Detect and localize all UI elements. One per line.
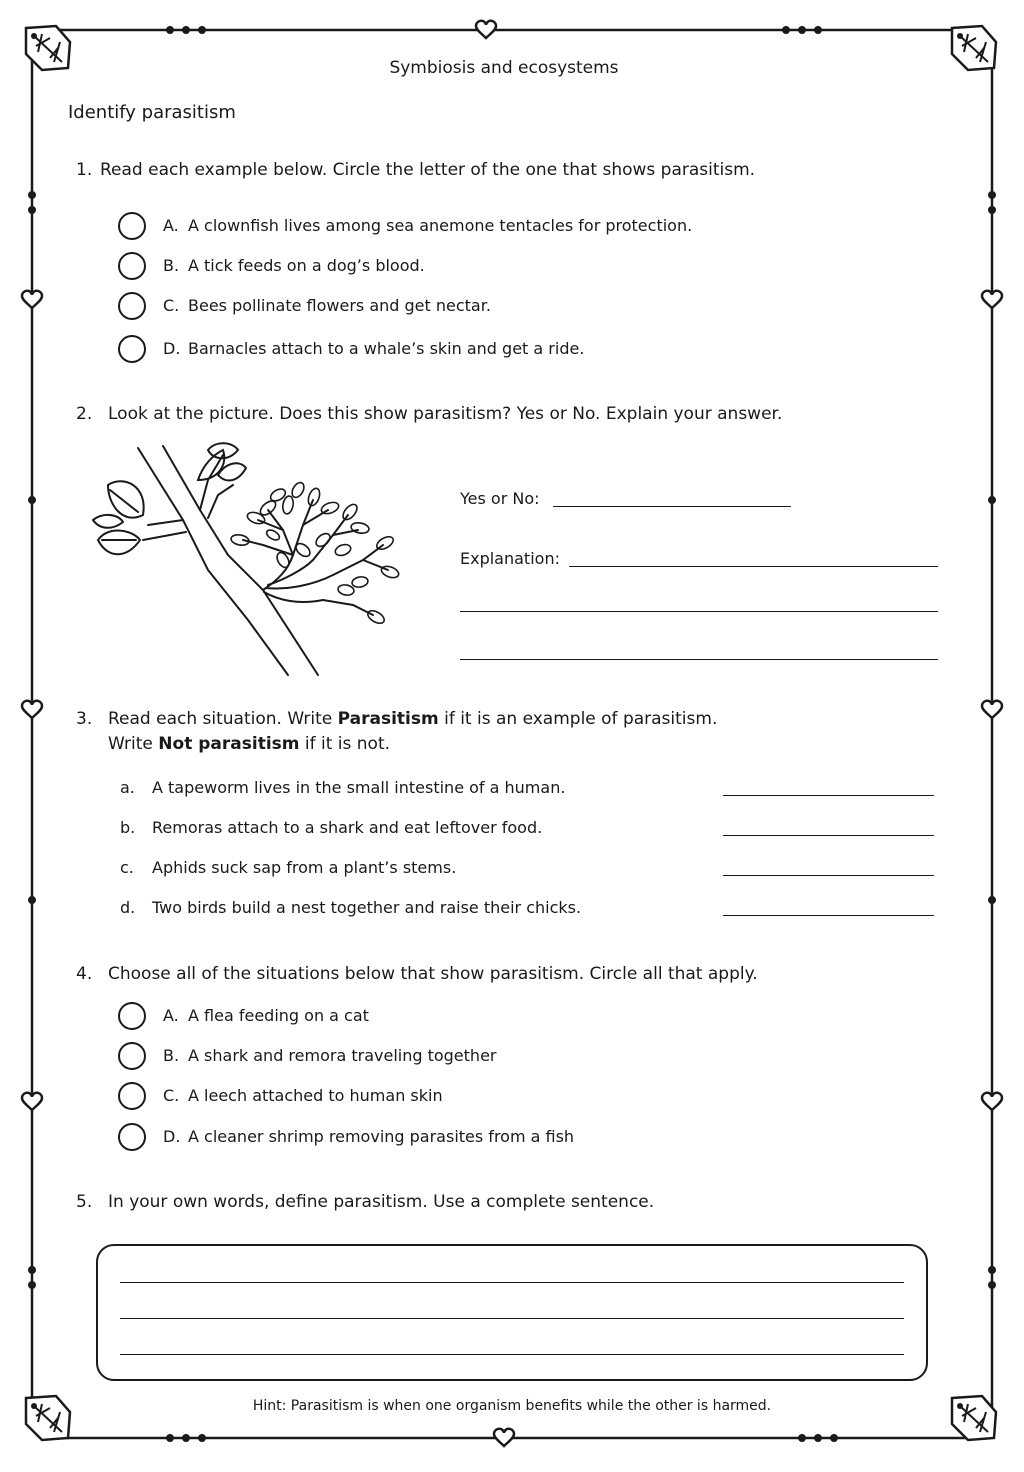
option-text: Bees pollinate flowers and get nectar. xyxy=(188,296,491,315)
question-2 xyxy=(76,404,976,428)
option-letter: A. xyxy=(163,1006,179,1025)
question-number: 5. xyxy=(76,1192,93,1212)
option-letter: C. xyxy=(163,1086,180,1105)
answer-line[interactable] xyxy=(723,875,934,876)
answer-circle-a[interactable] xyxy=(118,1002,146,1030)
question-number: 4. xyxy=(76,964,93,984)
option-text: A cleaner shrimp removing parasites from a fish xyxy=(188,1127,575,1146)
option-letter: B. xyxy=(163,256,180,275)
answer-circle-d[interactable] xyxy=(118,335,146,363)
item-letter: b. xyxy=(120,818,136,837)
answer-circle-b[interactable] xyxy=(118,1042,146,1070)
yes-no-label: Yes or No: xyxy=(460,489,540,508)
answer-circle-c[interactable] xyxy=(118,292,146,320)
answer-line[interactable] xyxy=(723,835,934,836)
question-prompt: Look at the picture. Does this show parasitism? Yes or No. Explain your answer. xyxy=(108,404,783,424)
page-subtitle: Identify parasitism xyxy=(68,102,236,123)
answer-circle-c[interactable] xyxy=(118,1082,146,1110)
explanation-label: Explanation: xyxy=(460,549,560,568)
question-prompt: In your own words, define parasitism. Use a complete sentence. xyxy=(108,1192,655,1212)
option-letter: D. xyxy=(163,1127,181,1146)
explanation-answer-line[interactable] xyxy=(460,659,938,660)
option-letter: D. xyxy=(163,339,181,358)
option-letter: C. xyxy=(163,296,180,315)
explanation-answer-line[interactable] xyxy=(460,611,938,612)
explanation-answer-line[interactable] xyxy=(569,566,938,567)
option-letter: B. xyxy=(163,1046,180,1065)
option-letter: A. xyxy=(163,216,179,235)
yes-no-answer-line[interactable] xyxy=(553,506,791,507)
answer-line[interactable] xyxy=(120,1282,904,1283)
question-prompt: Read each situation. Write Parasitism if it is an example of parasitism. xyxy=(108,709,718,729)
answer-circle-b[interactable] xyxy=(118,252,146,280)
answer-circle-d[interactable] xyxy=(118,1123,146,1151)
option-text: A shark and remora traveling together xyxy=(188,1046,497,1065)
tree-branch-with-mistletoe-illustration xyxy=(88,440,408,685)
item-text: A tapeworm lives in the small intestine of a human. xyxy=(152,778,566,797)
question-number: 2. xyxy=(76,404,93,424)
question-number: 3. xyxy=(76,709,93,729)
option-text: A clownfish lives among sea anemone tentacles for protection. xyxy=(188,216,693,235)
question-number: 1. xyxy=(76,160,93,180)
option-text: A flea feeding on a cat xyxy=(188,1006,369,1025)
option-text: Barnacles attach to a whale’s skin and get a ride. xyxy=(188,339,585,358)
question-prompt: Choose all of the situations below that show parasitism. Circle all that apply. xyxy=(108,964,758,984)
option-text: A leech attached to human skin xyxy=(188,1086,443,1105)
answer-line[interactable] xyxy=(120,1354,904,1355)
question-5 xyxy=(76,1192,976,1216)
answer-line[interactable] xyxy=(723,795,934,796)
answer-line[interactable] xyxy=(120,1318,904,1319)
bold-term: Not parasitism xyxy=(158,734,300,754)
item-text: Aphids suck sap from a plant’s stems. xyxy=(152,858,457,877)
item-text: Remoras attach to a shark and eat leftover food. xyxy=(152,818,543,837)
answer-line[interactable] xyxy=(723,915,934,916)
item-text: Two birds build a nest together and raise their chicks. xyxy=(152,898,582,917)
page-title: Symbiosis and ecosystems xyxy=(389,58,619,78)
answer-box[interactable] xyxy=(96,1244,928,1381)
answer-circle-a[interactable] xyxy=(118,212,146,240)
item-letter: a. xyxy=(120,778,135,797)
question-1 xyxy=(76,160,976,184)
item-letter: c. xyxy=(120,858,134,877)
question-3 xyxy=(76,709,976,759)
question-4 xyxy=(76,964,976,988)
item-letter: d. xyxy=(120,898,136,917)
option-text: A tick feeds on a dog’s blood. xyxy=(188,256,425,275)
hint-text: Hint: Parasitism is when one organism benefits while the other is harmed. xyxy=(252,1398,772,1414)
bold-term: Parasitism xyxy=(337,709,439,729)
question-prompt: Read each example below. Circle the letter of the one that shows parasitism. xyxy=(100,160,756,180)
question-prompt-line-2: Write Not parasitism if it is not. xyxy=(108,734,391,754)
